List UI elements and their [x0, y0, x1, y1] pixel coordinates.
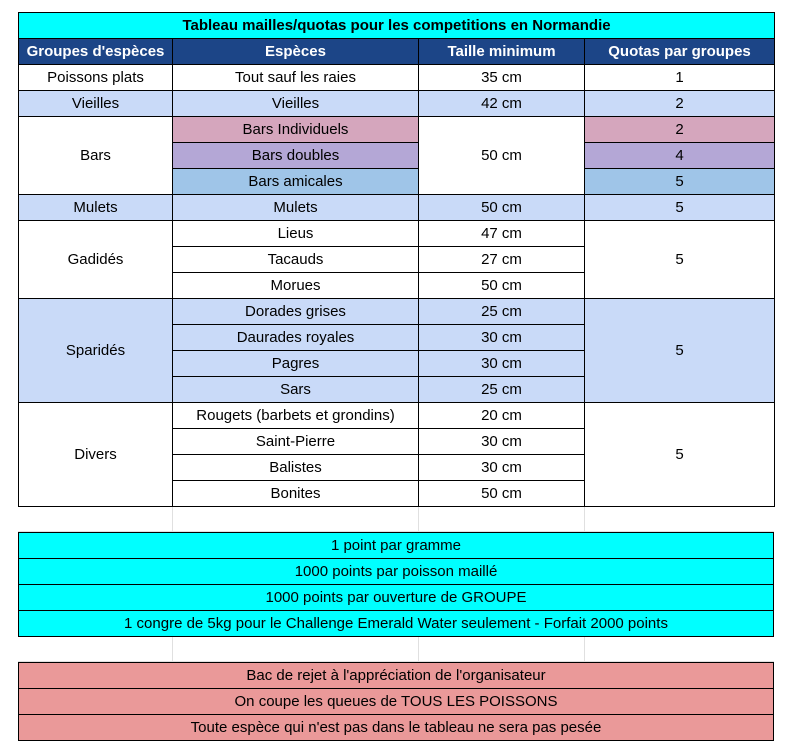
table-row: [19, 221, 775, 247]
size-cell: 30 cm: [419, 325, 585, 351]
quota-table: [18, 12, 775, 507]
species-cell: Pagres: [173, 351, 419, 377]
table-row: [19, 195, 775, 221]
points-row: [19, 559, 774, 585]
table-title: Tableau mailles/quotas pour les competitions en Normandie: [19, 13, 775, 39]
species-cell: Saint-Pierre: [173, 429, 419, 455]
points-row: [19, 585, 774, 611]
size-cell: 25 cm: [419, 377, 585, 403]
table-row: [19, 91, 775, 117]
size-cell: 50 cm: [419, 481, 585, 507]
species-cell: Lieus: [173, 221, 419, 247]
group-cell: Bars: [19, 117, 173, 195]
points-table: [18, 532, 774, 637]
quota-cell: 5: [585, 195, 775, 221]
header-quota: Quotas par groupes: [585, 39, 775, 65]
group-cell: Gadidés: [19, 221, 173, 299]
species-cell: Rougets (barbets et grondins): [173, 403, 419, 429]
size-cell: 50 cm: [419, 273, 585, 299]
quota-cell: 1: [585, 65, 775, 91]
header-species: Espèces: [173, 39, 419, 65]
species-cell: Bars Individuels: [173, 117, 419, 143]
table-row: [19, 299, 775, 325]
points-cell: 1000 points par poisson maillé: [19, 559, 774, 585]
species-cell: Bars amicales: [173, 169, 419, 195]
quota-cell: 2: [585, 117, 775, 143]
empty-spacer-row: [18, 507, 774, 532]
quota-cell: 5: [585, 299, 775, 403]
header-min-size: Taille minimum: [419, 39, 585, 65]
size-cell: 27 cm: [419, 247, 585, 273]
points-cell: 1 point par gramme: [19, 533, 774, 559]
size-cell: 30 cm: [419, 455, 585, 481]
group-cell: Vieilles: [19, 91, 173, 117]
species-cell: Sars: [173, 377, 419, 403]
species-cell: Bars doubles: [173, 143, 419, 169]
size-cell: 35 cm: [419, 65, 585, 91]
size-cell: 50 cm: [419, 117, 585, 195]
size-cell: 47 cm: [419, 221, 585, 247]
species-cell: Balistes: [173, 455, 419, 481]
quota-cell: 5: [585, 169, 775, 195]
size-cell: 30 cm: [419, 351, 585, 377]
table-row: [19, 403, 775, 429]
size-cell: 42 cm: [419, 91, 585, 117]
points-row: [19, 533, 774, 559]
points-cell: 1000 points par ouverture de GROUPE: [19, 585, 774, 611]
species-cell: Tacauds: [173, 247, 419, 273]
quota-cell: 5: [585, 403, 775, 507]
size-cell: 20 cm: [419, 403, 585, 429]
rules-row: [19, 689, 774, 715]
points-row: [19, 611, 774, 637]
quota-cell: 5: [585, 221, 775, 299]
size-cell: 30 cm: [419, 429, 585, 455]
species-cell: Dorades grises: [173, 299, 419, 325]
size-cell: 25 cm: [419, 299, 585, 325]
table-row: [19, 117, 775, 143]
rules-row: [19, 715, 774, 741]
empty-spacer-row: [18, 637, 774, 662]
species-cell: Mulets: [173, 195, 419, 221]
rules-table: [18, 662, 774, 741]
species-cell: Tout sauf les raies: [173, 65, 419, 91]
rules-row: [19, 663, 774, 689]
quota-cell: 2: [585, 91, 775, 117]
rules-cell: Bac de rejet à l'appréciation de l'organisateur: [19, 663, 774, 689]
group-cell: Divers: [19, 403, 173, 507]
species-cell: Daurades royales: [173, 325, 419, 351]
table-row: [19, 65, 775, 91]
species-cell: Vieilles: [173, 91, 419, 117]
group-cell: Poissons plats: [19, 65, 173, 91]
group-cell: Sparidés: [19, 299, 173, 403]
points-cell: 1 congre de 5kg pour le Challenge Emerald Water seulement - Forfait 2000 points: [19, 611, 774, 637]
quota-cell: 4: [585, 143, 775, 169]
species-cell: Bonites: [173, 481, 419, 507]
group-cell: Mulets: [19, 195, 173, 221]
size-cell: 50 cm: [419, 195, 585, 221]
header-groups: Groupes d'espèces: [19, 39, 173, 65]
rules-cell: On coupe les queues de TOUS LES POISSONS: [19, 689, 774, 715]
rules-cell: Toute espèce qui n'est pas dans le tableau ne sera pas pesée: [19, 715, 774, 741]
species-cell: Morues: [173, 273, 419, 299]
